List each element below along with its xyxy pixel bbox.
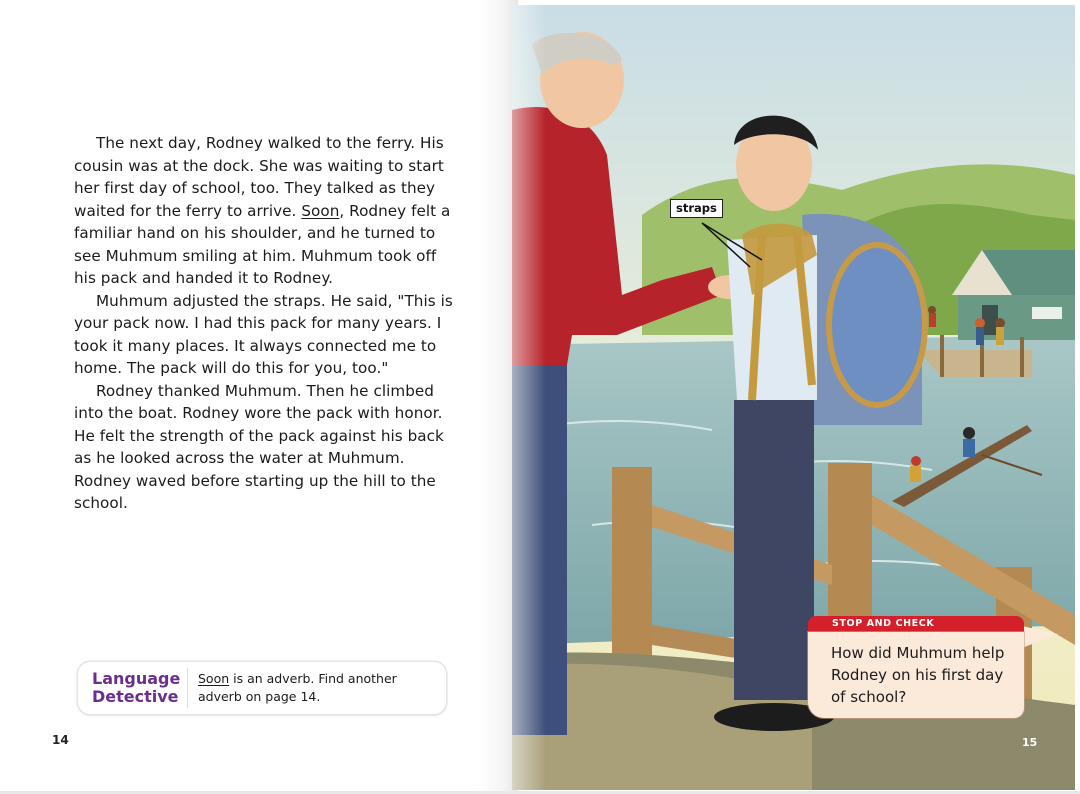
- page-number-right: 15: [1022, 736, 1038, 749]
- paragraph-3: Rodney thanked Muhmum. Then he climbed into the boat. Rodney wore the pack with honor. He felt the strength of the pack against his back as he looked across the water at Muhmum. Rodney waved before starting up the hill to the school.: [74, 381, 444, 512]
- stop-and-check-question: How did Muhmum help Rodney on his first day of school?: [808, 632, 1024, 718]
- language-detective-box: [78, 662, 446, 714]
- stop-and-check-box: [808, 616, 1026, 716]
- stop-and-check-header: STOP AND CHECK: [808, 616, 1024, 632]
- language-detective-title: Language Detective: [78, 668, 188, 708]
- language-detective-prompt: Soon is an adverb. Find another adverb on page 14.: [198, 671, 397, 704]
- adverb-soon: Soon: [301, 201, 340, 220]
- left-page: [0, 0, 512, 794]
- bubble-tail: [1022, 626, 1058, 648]
- paragraph-1: The next day, Rodney walked to the ferry. His cousin was at the dock. She was waiting to start her first day of school, too. They talked as they waited for the ferry to arrive. Soon, Rodney felt a familiar hand on his shoulder, and he turned to see Muhmum smiling at him. Muhmum took off his pack and handed it to Rodney.: [74, 134, 451, 287]
- paragraph-2: Muhmum adjusted the straps. He said, "This is your pack now. I had this pack for many years. I took it many places. It always connected me to home. The pack will do this for you, too.": [74, 291, 453, 377]
- story-text: [74, 132, 456, 515]
- page-number-left: 14: [52, 733, 69, 747]
- straps-label: straps: [670, 199, 723, 218]
